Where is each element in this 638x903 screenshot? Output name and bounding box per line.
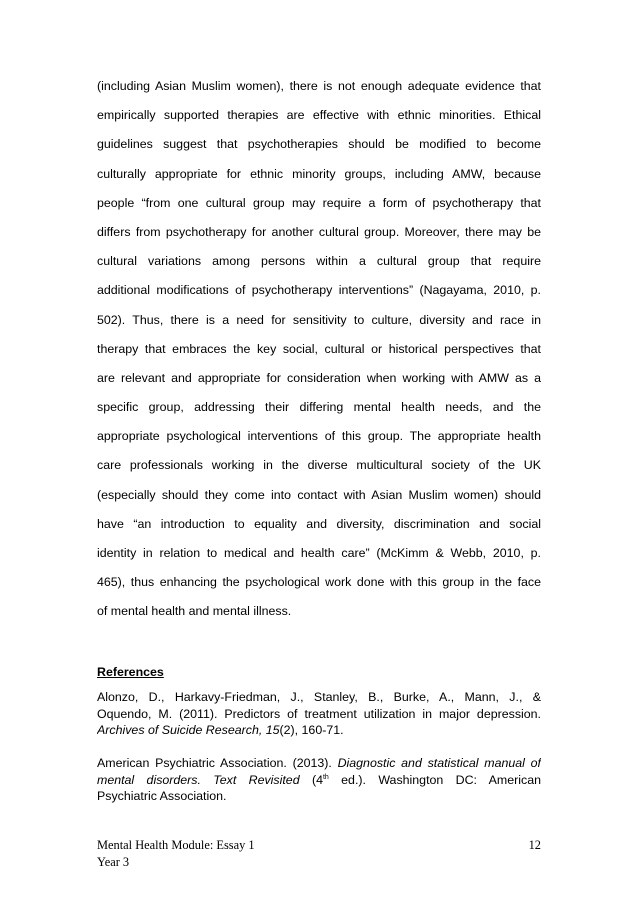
body-line: cultural variations among persons within a cultural group that require bbox=[97, 254, 541, 269]
body-line: additional modifications of psychotherapy interventions” (Nagayama, 2010, p. bbox=[97, 283, 541, 298]
book-title: Diagnostic and statistical manual of bbox=[337, 756, 541, 770]
reference-line bbox=[97, 755, 541, 772]
edition-publisher: ed.). Washington DC: American bbox=[328, 772, 541, 787]
body-line: have “an introduction to equality and diversity, discrimination and social bbox=[97, 516, 541, 531]
body-line: 502). Thus, there is a need for sensitivity to culture, diversity and race in bbox=[97, 312, 541, 327]
body-line: are relevant and appropriate for consideration when working with AMW as a bbox=[97, 370, 541, 385]
body-line: guidelines suggest that psychotherapies should be modified to become bbox=[97, 137, 541, 152]
edition-superscript: th bbox=[322, 773, 329, 781]
body-line: of mental health and mental illness. bbox=[97, 604, 292, 619]
journal-title: Archives of Suicide Research, 15 bbox=[97, 723, 280, 737]
body-line: differs from psychotherapy for another cultural group. Moreover, there may be bbox=[97, 224, 541, 239]
body-line: people “from one cultural group may require a form of psychotherapy that bbox=[97, 195, 541, 210]
body-line: 465), thus enhancing the psychological work done with this group in the face bbox=[97, 575, 541, 590]
body-line: identity in relation to medical and health care” (McKimm & Webb, 2010, p. bbox=[97, 546, 541, 560]
essay-body bbox=[97, 72, 541, 627]
footer-year: Year 3 bbox=[97, 855, 130, 869]
reference-line bbox=[97, 722, 541, 739]
body-line: culturally appropriate for ethnic minority groups, including AMW, because bbox=[97, 166, 541, 181]
body-line: (especially should they come into contact with Asian Muslim women) should bbox=[97, 487, 541, 502]
body-line: specific group, addressing their differing mental health needs, and the bbox=[97, 400, 541, 415]
reference-line: Psychiatric Association. bbox=[97, 789, 227, 803]
body-line: empirically supported therapies are effective with ethnic minorities. Ethical bbox=[97, 108, 541, 123]
body-line: care professionals working in the diverse multicultural society of the UK bbox=[97, 458, 541, 473]
reference-entry bbox=[97, 689, 541, 739]
page-number: 12 bbox=[528, 838, 541, 852]
edition-open: (4 bbox=[299, 772, 323, 787]
references-heading: References bbox=[97, 665, 164, 679]
page-footer bbox=[97, 837, 541, 871]
reference-entry bbox=[97, 755, 541, 805]
ref-author-year: American Psychiatric Association. (2013). bbox=[97, 756, 338, 770]
body-line: (including Asian Muslim women), there is not enough adequate evidence that bbox=[97, 79, 541, 93]
body-line: appropriate psychological interventions of this group. The appropriate health bbox=[97, 429, 541, 444]
footer-module: Mental Health Module: Essay 1 bbox=[97, 838, 255, 852]
book-title-cont: mental disorders. Text Revisited bbox=[97, 772, 300, 787]
reference-line bbox=[97, 772, 541, 789]
journal-issue-pages: (2), 160-71. bbox=[279, 723, 344, 737]
reference-line: Oquendo, M. (2011). Predictors of treatment utilization in major depression. bbox=[97, 706, 541, 721]
reference-line: Alonzo, D., Harkavy-Friedman, J., Stanley, B., Burke, A., Mann, J., & bbox=[97, 690, 541, 704]
body-line: therapy that embraces the key social, cultural or historical perspectives that bbox=[97, 341, 541, 356]
